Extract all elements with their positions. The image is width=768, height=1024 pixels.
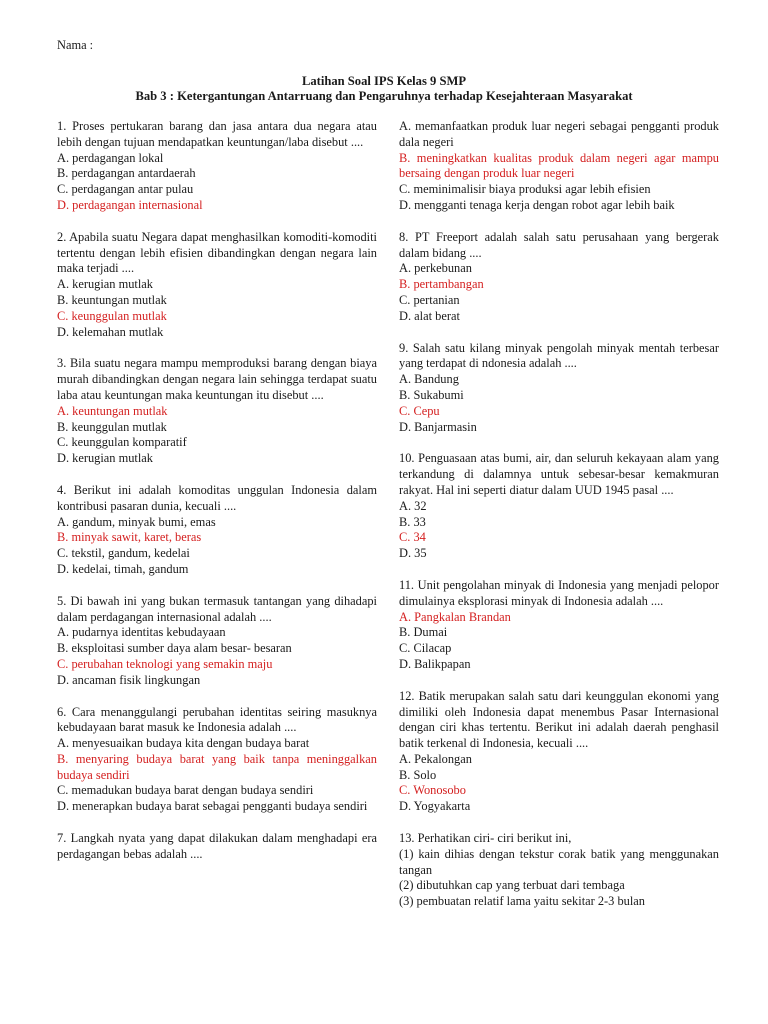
answer-option-correct: A. keuntungan mutlak (57, 403, 168, 418)
answer-option: A. perdagangan lokal (57, 150, 164, 165)
question-6 (57, 705, 377, 816)
question-10 (399, 451, 719, 562)
answer-option: D. 35 (399, 546, 427, 561)
answer-option-correct: C. 34 (399, 530, 426, 545)
question-5 (57, 594, 377, 689)
question-2 (57, 230, 377, 341)
question-11 (399, 578, 719, 673)
answer-option: A. perkebunan (399, 261, 472, 276)
answer-option: C. tekstil, gandum, kedelai (57, 546, 190, 561)
answer-option: A. memanfaatkan produk luar negeri sebagai pengganti produk dala negeri (399, 119, 719, 149)
answer-option: (1) kain dihias dengan tekstur corak batik yang menggunakan tangan (399, 846, 719, 877)
answer-option: D. kelemahan mutlak (57, 324, 164, 339)
answer-option: C. perdagangan antar pulau (57, 182, 194, 197)
answer-option: A. menyesuaikan budaya kita dengan budaya barat (57, 736, 310, 751)
answer-option: D. kerugian mutlak (57, 451, 154, 466)
question-13 (399, 831, 719, 910)
question-stem: 13. Perhatikan ciri- ciri berikut ini, (399, 831, 572, 846)
answer-option-correct: C. perubahan teknologi yang semakin maju (57, 656, 273, 671)
left-column (57, 119, 377, 879)
question-stem: 6. Cara menanggulangi perubahan identitas seiring masuknya kebudayaan barat masuk ke Indonesia adalah .... (57, 704, 377, 735)
answer-option: (3) pembuatan relatif lama yaitu sekitar 2-3 bulan (399, 894, 645, 909)
answer-option: B. 33 (399, 514, 426, 529)
answer-option: D. menerapkan budaya barat sebagai pengganti budaya sendiri (57, 799, 368, 814)
answer-option: D. Yogyakarta (399, 799, 471, 814)
question-stem: 8. PT Freeport adalah salah satu perusahaan yang bergerak dalam bidang .... (399, 229, 719, 260)
answer-option: A. Bandung (399, 372, 459, 387)
question-stem: 4. Berikut ini adalah komoditas unggulan Indonesia dalam kontribusi pasaran dunia, kecuali .... (57, 482, 377, 513)
question-stem: 3. Bila suatu negara mampu memproduksi barang dengan biaya murah dibandingkan dengan negara lain sehingga terdapat suatu laba atau keuntungan maka keuntungan itu disebut .... (57, 356, 377, 402)
answer-option: B. perdagangan antardaerah (57, 166, 196, 181)
question-stem: 5. Di bawah ini yang bukan termasuk tantangan yang dihadapi dalam perdagangan internasional adalah .... (57, 593, 377, 624)
question-stem: 10. Penguasaan atas bumi, air, dan seluruh kekayaan alam yang terkandung di dalamnya untuk sebesar-besar kemakmuran rakyat. Hal ini seperti diatur dalam UUD 1945 pasal .... (399, 451, 719, 497)
answer-option: A. Pekalongan (399, 751, 472, 766)
answer-option-correct: C. keunggulan mutlak (57, 308, 167, 323)
answer-option: C. pertanian (399, 292, 460, 307)
question-stem: 9. Salah satu kilang minyak pengolah minyak mentah terbesar yang terdapat di ndonesia adalah .... (399, 340, 719, 371)
answer-option: D. Balikpapan (399, 656, 471, 671)
answer-option: D. Banjarmasin (399, 419, 477, 434)
answer-option: A. kerugian mutlak (57, 277, 154, 292)
answer-option: C. keunggulan komparatif (57, 435, 187, 450)
question-stem: 11. Unit pengolahan minyak di Indonesia yang menjadi pelopor dimulainya eksplorasi minyak di Indonesia adalah .... (399, 577, 719, 608)
answer-option: C. meminimalisir biaya produksi agar lebih efisien (399, 182, 651, 197)
answer-option: A. pudarnya identitas kebudayaan (57, 625, 226, 640)
answer-option: C. Cilacap (399, 641, 452, 656)
answer-option-correct: B. meningkatkan kualitas produk dalam negeri agar mampu bersaing dengan produk luar negeri (399, 150, 719, 181)
answer-option-correct: B. pertambangan (399, 277, 484, 292)
answer-option: B. Dumai (399, 625, 448, 640)
answer-option: B. keuntungan mutlak (57, 292, 167, 307)
question-12 (399, 689, 719, 815)
answer-option-correct: C. Wonosobo (399, 783, 466, 798)
question-stem: 1. Proses pertukaran barang dan jasa antara dua negara atau lebih dengan tujuan mendapatkan keuntungan/laba disebut .... (57, 119, 377, 149)
answer-option: A. 32 (399, 498, 427, 513)
answer-option: D. kedelai, timah, gandum (57, 561, 189, 576)
question-stem: 12. Batik merupakan salah satu dari keunggulan ekonomi yang dimiliki oleh Indonesia dapat menembus Pasar Internasional dengan ciri khas tertentu. Berikut ini adalah daerah penghasil batik terkenal di Indonesia, kecuali .... (399, 688, 719, 751)
question-1 (57, 119, 377, 214)
answer-option: D. ancaman fisik lingkungan (57, 672, 201, 687)
chapter-title: Bab 3 : Ketergantungan Antarruang dan Pengaruhnya terhadap Kesejahteraan Masyarakat (135, 89, 633, 103)
question-7 (57, 831, 377, 863)
name-label: Nama : (57, 38, 94, 52)
answer-option: B. Solo (399, 767, 437, 782)
answer-option: B. keunggulan mutlak (57, 419, 167, 434)
right-column (399, 119, 719, 926)
question-stem: 2. Apabila suatu Negara dapat menghasilkan komoditi-komoditi tertentu dengan lebih efisien dibandingkan dengan negara lain maka terjadi .... (57, 229, 377, 276)
answer-option-correct: A. Pangkalan Brandan (399, 609, 511, 624)
question-8 (399, 230, 719, 325)
answer-option-correct: B. menyaring budaya barat yang baik tanpa meninggalkan budaya sendiri (57, 751, 377, 782)
answer-option: B. eksploitasi sumber daya alam besar- besaran (57, 641, 292, 656)
answer-option: C. memadukan budaya barat dengan budaya sendiri (57, 783, 314, 798)
answer-option-correct: C. Cepu (399, 403, 440, 418)
answer-option-correct: D. perdagangan internasional (57, 197, 203, 212)
question-7 (399, 119, 719, 214)
answer-option: D. mengganti tenaga kerja dengan robot agar lebih baik (399, 197, 675, 212)
answer-option: B. Sukabumi (399, 387, 464, 402)
answer-option-correct: B. minyak sawit, karet, beras (57, 530, 202, 545)
question-9 (399, 341, 719, 436)
question-stem: 7. Langkah nyata yang dapat dilakukan dalam menghadapi era perdagangan bebas adalah .... (57, 831, 377, 861)
answer-option: (2) dibutuhkan cap yang terbuat dari tembaga (399, 878, 625, 893)
answer-option: A. gandum, minyak bumi, emas (57, 514, 216, 529)
answer-option: D. alat berat (399, 308, 460, 323)
question-4 (57, 483, 377, 578)
worksheet-title: Latihan Soal IPS Kelas 9 SMP (301, 74, 467, 88)
question-3 (57, 356, 377, 467)
